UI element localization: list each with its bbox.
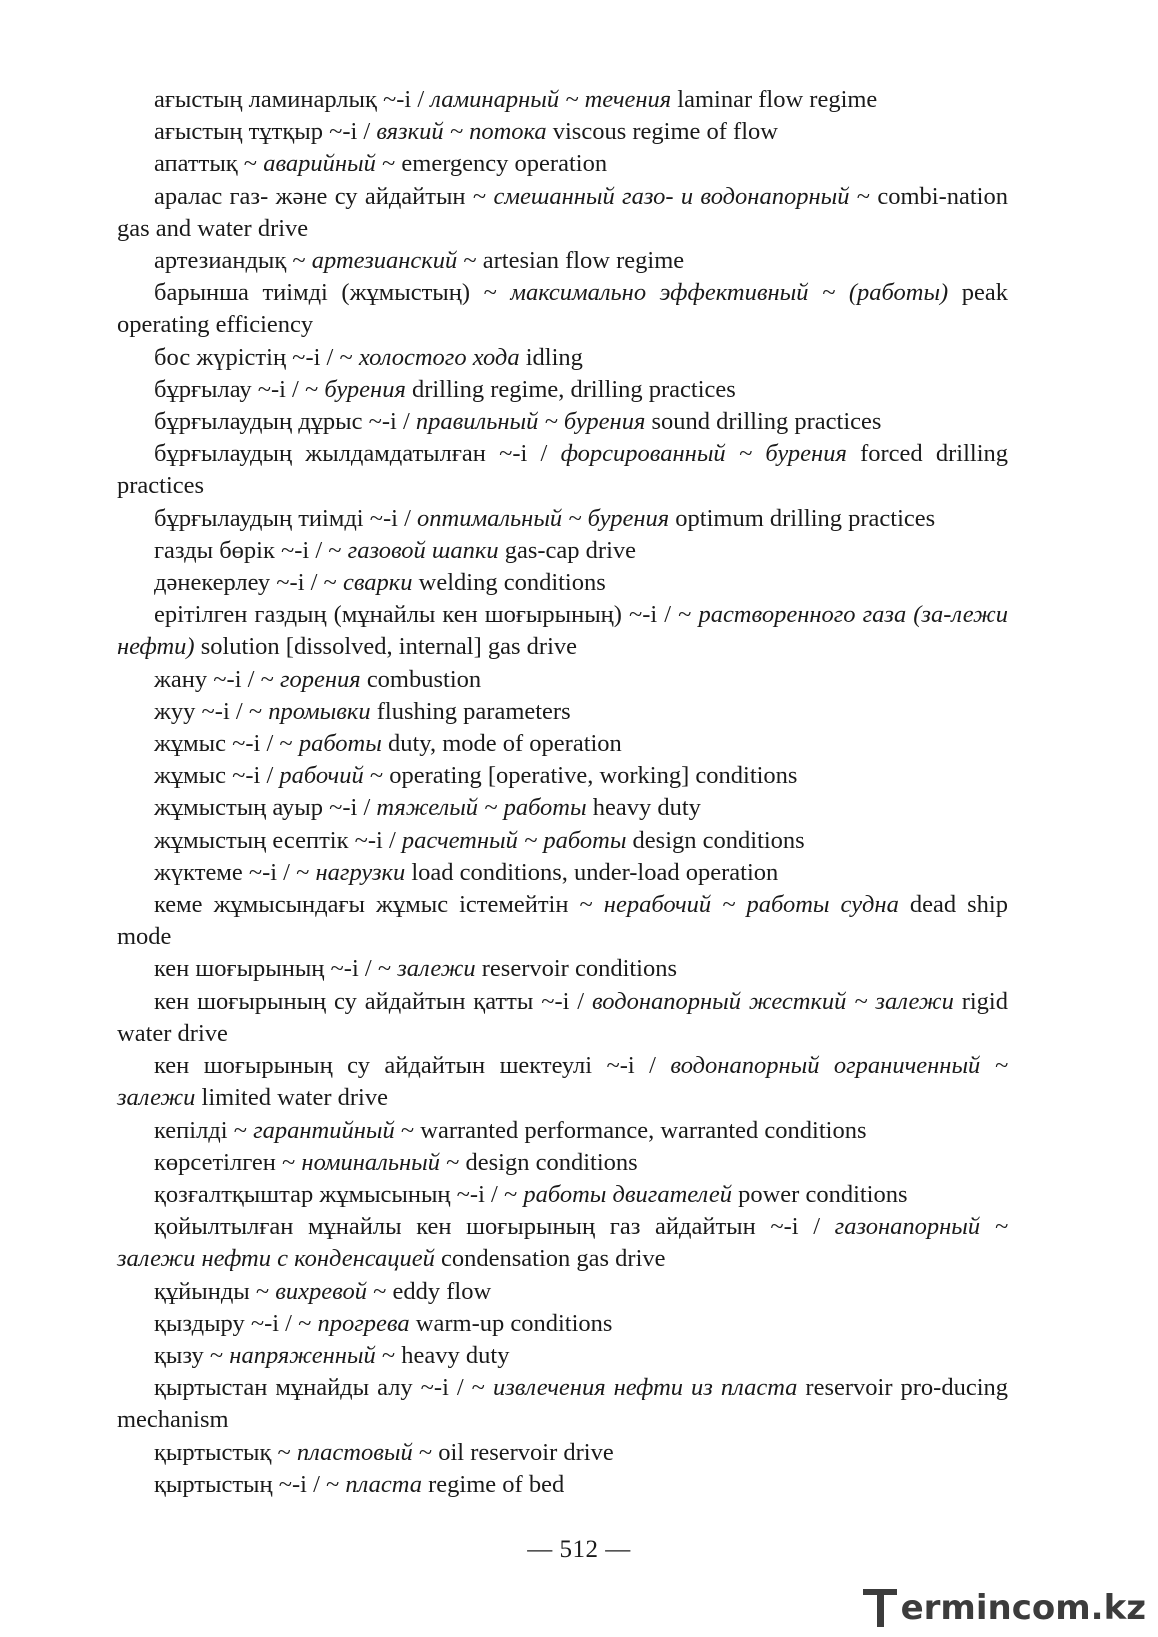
russian-term: извлечения нефти из пласта <box>492 1374 798 1402</box>
english-term: welding conditions <box>412 569 606 597</box>
kazakh-term: қызу ~ <box>154 1341 230 1369</box>
kazakh-term: қыртыстан мұнайды алу ~-і / ~ <box>154 1374 493 1402</box>
dictionary-entry <box>117 760 1008 792</box>
dictionary-entry <box>117 374 1008 406</box>
english-term: power conditions <box>731 1180 908 1208</box>
kazakh-term: кен шоғырының су айдайтын қатты ~-і / <box>154 987 592 1015</box>
dictionary-entry <box>117 503 1008 535</box>
kazakh-term: дәнекерлеу ~-і / ~ <box>154 569 343 597</box>
kazakh-term: жуу ~-і / ~ <box>154 697 269 725</box>
kazakh-term: ағыстың ламинарлық ~-і / <box>154 86 431 113</box>
page-number: — 512 — <box>527 1536 631 1563</box>
russian-term: правильный ~ бурения <box>415 408 646 436</box>
english-term: idling <box>519 343 583 371</box>
dictionary-entry <box>117 1340 1008 1372</box>
russian-term: смешанный газо- и водонапорный <box>493 182 850 210</box>
english-term: drilling regime, drilling practices <box>405 375 736 403</box>
dictionary-entry <box>117 567 1008 599</box>
russian-term: номинальный <box>301 1148 441 1176</box>
site-watermark <box>863 1581 1146 1629</box>
english-term: ~ warranted performance, warranted conditions <box>394 1116 867 1144</box>
dictionary-entry <box>117 1437 1008 1469</box>
english-term: warm-up conditions <box>409 1309 613 1337</box>
dictionary-entry <box>117 986 1008 1050</box>
russian-term: гарантийный <box>253 1116 395 1144</box>
dictionary-entry <box>117 1115 1008 1147</box>
russian-term: рабочий <box>279 762 364 790</box>
russian-term: прогрева <box>317 1309 410 1337</box>
kazakh-term: кен шоғырының су айдайтын шектеулі ~-і / <box>154 1052 671 1080</box>
russian-term: бурения <box>324 375 406 403</box>
russian-term: работы <box>298 730 382 758</box>
russian-term: работы двигателей <box>523 1180 732 1208</box>
english-term: peak operating efficiency <box>117 279 1009 339</box>
kazakh-term: бұрғылау ~-і / ~ <box>154 375 325 403</box>
dictionary-entry <box>117 889 1008 953</box>
kazakh-term: артезиандық ~ <box>154 247 312 275</box>
kazakh-term: қойылтылған мұнайлы кен шоғырының газ айдайтын ~-і / <box>154 1213 835 1241</box>
russian-term: ламинарный ~ течения <box>430 86 672 113</box>
dictionary-entry <box>117 342 1008 374</box>
dictionary-entry <box>117 277 1008 341</box>
dictionary-entry <box>117 406 1008 438</box>
kazakh-term: қыздыру ~-і / ~ <box>154 1309 318 1337</box>
kazakh-term: ағыстың тұтқыр ~-і / <box>154 118 377 146</box>
termincom-logo-icon <box>863 1585 899 1629</box>
kazakh-term: жүктеме ~-і / ~ <box>154 858 316 886</box>
english-term: design conditions <box>626 826 805 854</box>
kazakh-term: бұрғылаудың дұрыс ~-і / <box>154 408 416 436</box>
dictionary-entry <box>117 599 1008 663</box>
english-term: laminar flow regime <box>671 86 878 113</box>
russian-term: нагрузки <box>315 858 406 886</box>
kazakh-term: газды бөрік ~-і / ~ <box>154 536 348 564</box>
russian-term: артезианский <box>311 247 458 275</box>
dictionary-entry <box>117 1308 1008 1340</box>
english-term: gas-cap drive <box>498 536 637 564</box>
english-term: duty, mode of operation <box>381 730 622 758</box>
kazakh-term: жұмыс ~-і / <box>154 762 280 790</box>
watermark-text-2: .kz <box>1090 1588 1146 1628</box>
english-term: ~ oil reservoir drive <box>412 1438 614 1466</box>
dictionary-entry <box>117 1179 1008 1211</box>
russian-term: растворенного газа (за-лежи нефти) <box>117 601 1009 661</box>
kazakh-term: қозғалтқыштар жұмысының ~-і / ~ <box>154 1180 524 1208</box>
dictionary-entry <box>117 953 1008 985</box>
russian-term: горения <box>279 665 361 693</box>
dictionary-entry <box>117 1050 1008 1114</box>
kazakh-term: жұмыс ~-і / ~ <box>154 730 299 758</box>
english-term: ~ heavy duty <box>375 1341 510 1369</box>
dictionary-entry <box>117 535 1008 567</box>
russian-term: аварийный <box>263 150 376 178</box>
kazakh-term: аралас газ- және су айдайтын ~ <box>154 182 494 210</box>
russian-term: оптимальный ~ бурения <box>417 504 670 532</box>
english-term: condensation gas drive <box>434 1245 666 1273</box>
russian-term: газонапорный ~ залежи нефти с конденсацией <box>117 1213 1009 1273</box>
russian-term: вихревой <box>275 1277 367 1305</box>
russian-term: промывки <box>268 697 371 725</box>
english-term: load conditions, under-load operation <box>405 858 779 886</box>
russian-term: форсированный ~ бурения <box>560 440 847 468</box>
kazakh-term: жану ~-і / ~ <box>154 665 280 693</box>
russian-term: вязкий ~ потока <box>376 118 547 146</box>
kazakh-term: кен шоғырының ~-і / ~ <box>154 955 398 983</box>
dictionary-entry <box>117 245 1008 277</box>
kazakh-term: жұмыстың есептік ~-і / <box>154 826 402 854</box>
kazakh-term: құйынды ~ <box>154 1277 276 1305</box>
english-term: ~ design conditions <box>440 1148 638 1176</box>
dictionary-entry <box>117 116 1008 148</box>
english-term: ~ emergency operation <box>375 150 608 178</box>
kazakh-term: апаттық ~ <box>154 150 264 178</box>
dictionary-page <box>117 84 1008 1501</box>
english-term: heavy duty <box>586 794 701 822</box>
english-term: ~ eddy flow <box>366 1277 492 1305</box>
kazakh-term: қыртыстық ~ <box>154 1438 297 1466</box>
english-term: reservoir pro-ducing mechanism <box>117 1374 1008 1434</box>
russian-term: газовой шапки <box>347 536 499 564</box>
kazakh-term: кеме жұмысындағы жұмыс істемейтін ~ <box>154 891 604 919</box>
dictionary-entry <box>117 664 1008 696</box>
dictionary-entry <box>117 857 1008 889</box>
kazakh-term: барынша тиімді (жұмыстың) ~ <box>154 279 511 307</box>
english-term: ~ combi-nation gas and water drive <box>117 182 1008 242</box>
russian-term: нерабочий ~ работы судна <box>603 891 899 919</box>
english-term: optimum drilling practices <box>669 504 936 532</box>
dictionary-entry <box>117 1211 1008 1275</box>
dictionary-entry <box>117 181 1008 245</box>
kazakh-term: қыртыстың ~-і / ~ <box>154 1470 346 1498</box>
russian-term: холостого хода <box>358 343 520 371</box>
english-term: flushing parameters <box>370 697 571 725</box>
russian-term: тяжелый ~ работы <box>376 794 587 822</box>
dictionary-entry <box>117 1469 1008 1501</box>
kazakh-term: бұрғылаудың тиімді ~-і / <box>154 504 418 532</box>
kazakh-term: бос жүрістің ~-і / ~ <box>154 343 359 371</box>
kazakh-term: ерітілген газдың (мұнайлы кен шоғырының) ~-і / ~ <box>154 601 699 629</box>
russian-term: сварки <box>342 569 413 597</box>
dictionary-entry <box>117 84 1008 116</box>
english-term: reservoir conditions <box>475 955 678 983</box>
russian-term: расчетный ~ работы <box>401 826 627 854</box>
dictionary-entry <box>117 1147 1008 1179</box>
english-term: limited water drive <box>195 1084 388 1112</box>
russian-term: залежи <box>397 955 476 983</box>
dictionary-entry <box>117 696 1008 728</box>
russian-term: водонапорный жесткий ~ залежи <box>591 987 954 1015</box>
russian-term: напряженный <box>229 1341 376 1369</box>
russian-term: пласта <box>345 1470 423 1498</box>
russian-term: водонапорный ограниченный ~ залежи <box>117 1052 1008 1112</box>
english-term: sound drilling practices <box>645 408 882 436</box>
english-term: solution [dissolved, internal] gas drive <box>194 633 577 661</box>
russian-term: максимально эффективный ~ (работы) <box>510 279 949 307</box>
dictionary-entry <box>117 728 1008 760</box>
dictionary-entry <box>117 1276 1008 1308</box>
dictionary-entry <box>117 792 1008 824</box>
kazakh-term: жұмыстың ауыр ~-і / <box>154 794 377 822</box>
kazakh-term: кепілді ~ <box>154 1116 254 1144</box>
dictionary-entry <box>117 1372 1008 1436</box>
dictionary-entry <box>117 825 1008 857</box>
kazakh-term: бұрғылаудың жылдамдатылған ~-і / <box>154 440 561 468</box>
english-term: viscous regime of flow <box>546 118 778 146</box>
english-term: rigid water drive <box>117 987 1008 1047</box>
russian-term: пластовый <box>296 1438 413 1466</box>
english-term: regime of bed <box>422 1470 565 1498</box>
english-term: dead ship mode <box>117 891 1008 951</box>
watermark-text-1: ermincom <box>900 1588 1091 1628</box>
kazakh-term: көрсетілген ~ <box>154 1148 302 1176</box>
english-term: forced drilling practices <box>117 440 1008 500</box>
dictionary-entry <box>117 148 1008 180</box>
dictionary-entry <box>117 438 1008 502</box>
english-term: ~ operating [operative, working] conditions <box>363 762 798 790</box>
english-term: combustion <box>360 665 482 693</box>
english-term: ~ artesian flow regime <box>457 247 685 275</box>
